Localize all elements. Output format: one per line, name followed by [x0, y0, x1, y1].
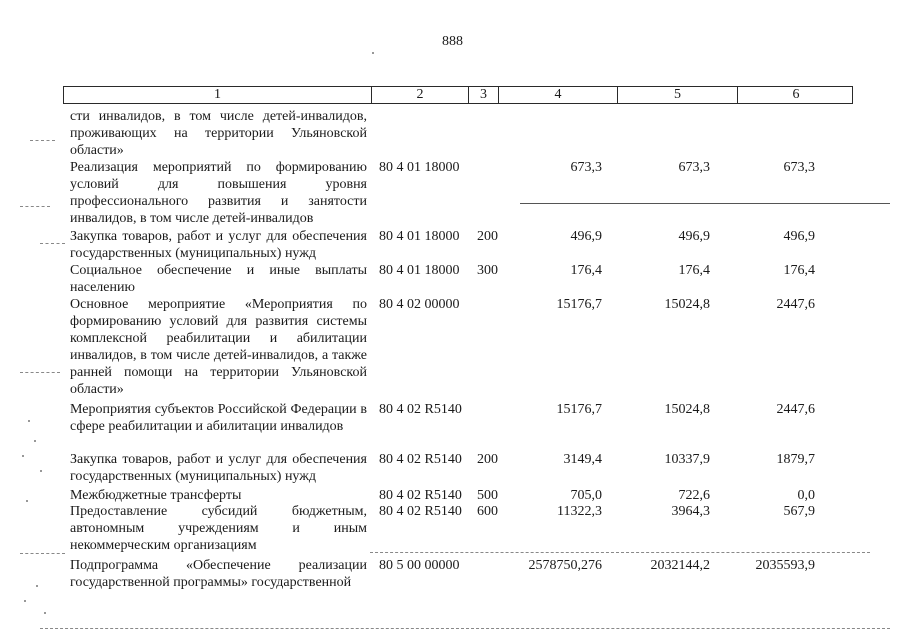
scan-artifact-speck — [24, 600, 26, 602]
scan-artifact-dash — [20, 206, 50, 208]
column-header-5: 5 — [618, 87, 738, 103]
scan-artifact-speck — [34, 440, 36, 442]
row-value-5: 176,4 — [678, 263, 710, 278]
row-code: 80 4 01 18000 — [379, 263, 460, 278]
row-value-6: 1879,7 — [776, 452, 815, 467]
row-code: 80 4 02 R5140 — [379, 504, 462, 519]
row-name: Реализация мероприятий по формированию условий для повышения уровня профессионального развития и занятости инвалидов, в том числе детей-инвалидов — [70, 160, 367, 226]
row-code: 80 4 01 18000 — [379, 160, 460, 175]
row-expense-type: 600 — [477, 504, 498, 519]
row-value-6: 2035593,9 — [755, 558, 815, 573]
column-header-1: 1 — [64, 87, 372, 103]
row-expense-type: 300 — [477, 263, 498, 278]
row-value-6: 673,3 — [783, 160, 815, 175]
scan-artifact-line — [520, 203, 890, 204]
scan-artifact-dash — [30, 140, 55, 142]
row-value-5: 3964,3 — [671, 504, 710, 519]
row-value-6: 2447,6 — [776, 402, 815, 417]
scan-artifact-dash — [40, 628, 890, 630]
row-value-5: 673,3 — [678, 160, 710, 175]
column-header-6: 6 — [792, 87, 800, 102]
row-expense-type: 500 — [477, 488, 498, 503]
row-value-4: 11322,3 — [557, 504, 602, 519]
row-name: Социальное обеспечение и иные выплаты населению — [70, 263, 367, 295]
row-value-4: 176,4 — [570, 263, 602, 278]
row-expense-type: 200 — [477, 229, 498, 244]
row-name: сти инвалидов, в том числе детей-инвалидов, проживающих на территории Ульяновской области» — [70, 109, 367, 158]
row-value-6: 0,0 — [797, 488, 815, 503]
row-value-6: 567,9 — [783, 504, 815, 519]
column-header-4: 4 — [499, 87, 618, 103]
row-value-4: 496,9 — [570, 229, 602, 244]
scan-artifact-speck — [26, 500, 28, 502]
row-code: 80 4 02 R5140 — [379, 488, 462, 503]
row-value-4: 705,0 — [570, 488, 602, 503]
scan-artifact-speck — [22, 455, 24, 457]
row-value-5: 15024,8 — [664, 297, 710, 312]
scan-artifact-dash — [20, 553, 65, 555]
row-name: Мероприятия субъектов Российской Федерации в сфере реабилитации и абилитации инвалидов — [70, 402, 367, 434]
scan-artifact-dash — [370, 552, 870, 554]
row-name: Межбюджетные трансферты — [70, 488, 242, 503]
scan-artifact-speck — [372, 52, 374, 54]
scan-artifact-dash — [40, 243, 65, 245]
scan-artifact-speck — [40, 470, 42, 472]
row-value-5: 10337,9 — [664, 452, 710, 467]
row-value-6: 496,9 — [783, 229, 815, 244]
row-value-5: 722,6 — [678, 488, 710, 503]
row-code: 80 4 02 R5140 — [379, 402, 462, 417]
row-name: Основное мероприятие «Мероприятия по формированию условий для развития системы комплексной реабилитации и абилитации инвалидов, в том числе детей-инвалидов, а также ранней помощи на территории Ульяновской области» — [70, 297, 367, 397]
row-value-4: 15176,7 — [556, 297, 602, 312]
row-value-4: 673,3 — [570, 160, 602, 175]
row-name: Закупка товаров, работ и услуг для обеспечения государственных (муниципальных) нужд — [70, 452, 367, 484]
scan-artifact-speck — [36, 585, 38, 587]
row-expense-type: 200 — [477, 452, 498, 467]
scan-artifact-dash — [20, 372, 60, 374]
row-value-4: 15176,7 — [556, 402, 602, 417]
row-name: Предоставление субсидий бюджетным, автономным учреждениям и иным некоммерческим организациям — [70, 504, 367, 553]
page-number: 888 — [442, 34, 463, 49]
row-value-4: 2578750,276 — [528, 558, 602, 573]
scan-artifact-speck — [28, 420, 30, 422]
row-value-5: 496,9 — [678, 229, 710, 244]
row-value-4: 3149,4 — [563, 452, 602, 467]
column-header-2: 2 — [372, 87, 469, 103]
row-code: 80 4 01 18000 — [379, 229, 460, 244]
row-code: 80 4 02 R5140 — [379, 452, 462, 467]
row-value-6: 2447,6 — [776, 297, 815, 312]
row-value-5: 15024,8 — [664, 402, 710, 417]
row-code: 80 4 02 00000 — [379, 297, 460, 312]
row-code: 80 5 00 00000 — [379, 558, 460, 573]
row-name: Подпрограмма «Обеспечение реализации государственной программы» государственной — [70, 558, 367, 590]
row-value-6: 176,4 — [783, 263, 815, 278]
scan-artifact-speck — [44, 612, 46, 614]
row-name: Закупка товаров, работ и услуг для обеспечения государственных (муниципальных) нужд — [70, 229, 367, 261]
column-header-3: 3 — [469, 87, 499, 103]
row-value-5: 2032144,2 — [650, 558, 710, 573]
